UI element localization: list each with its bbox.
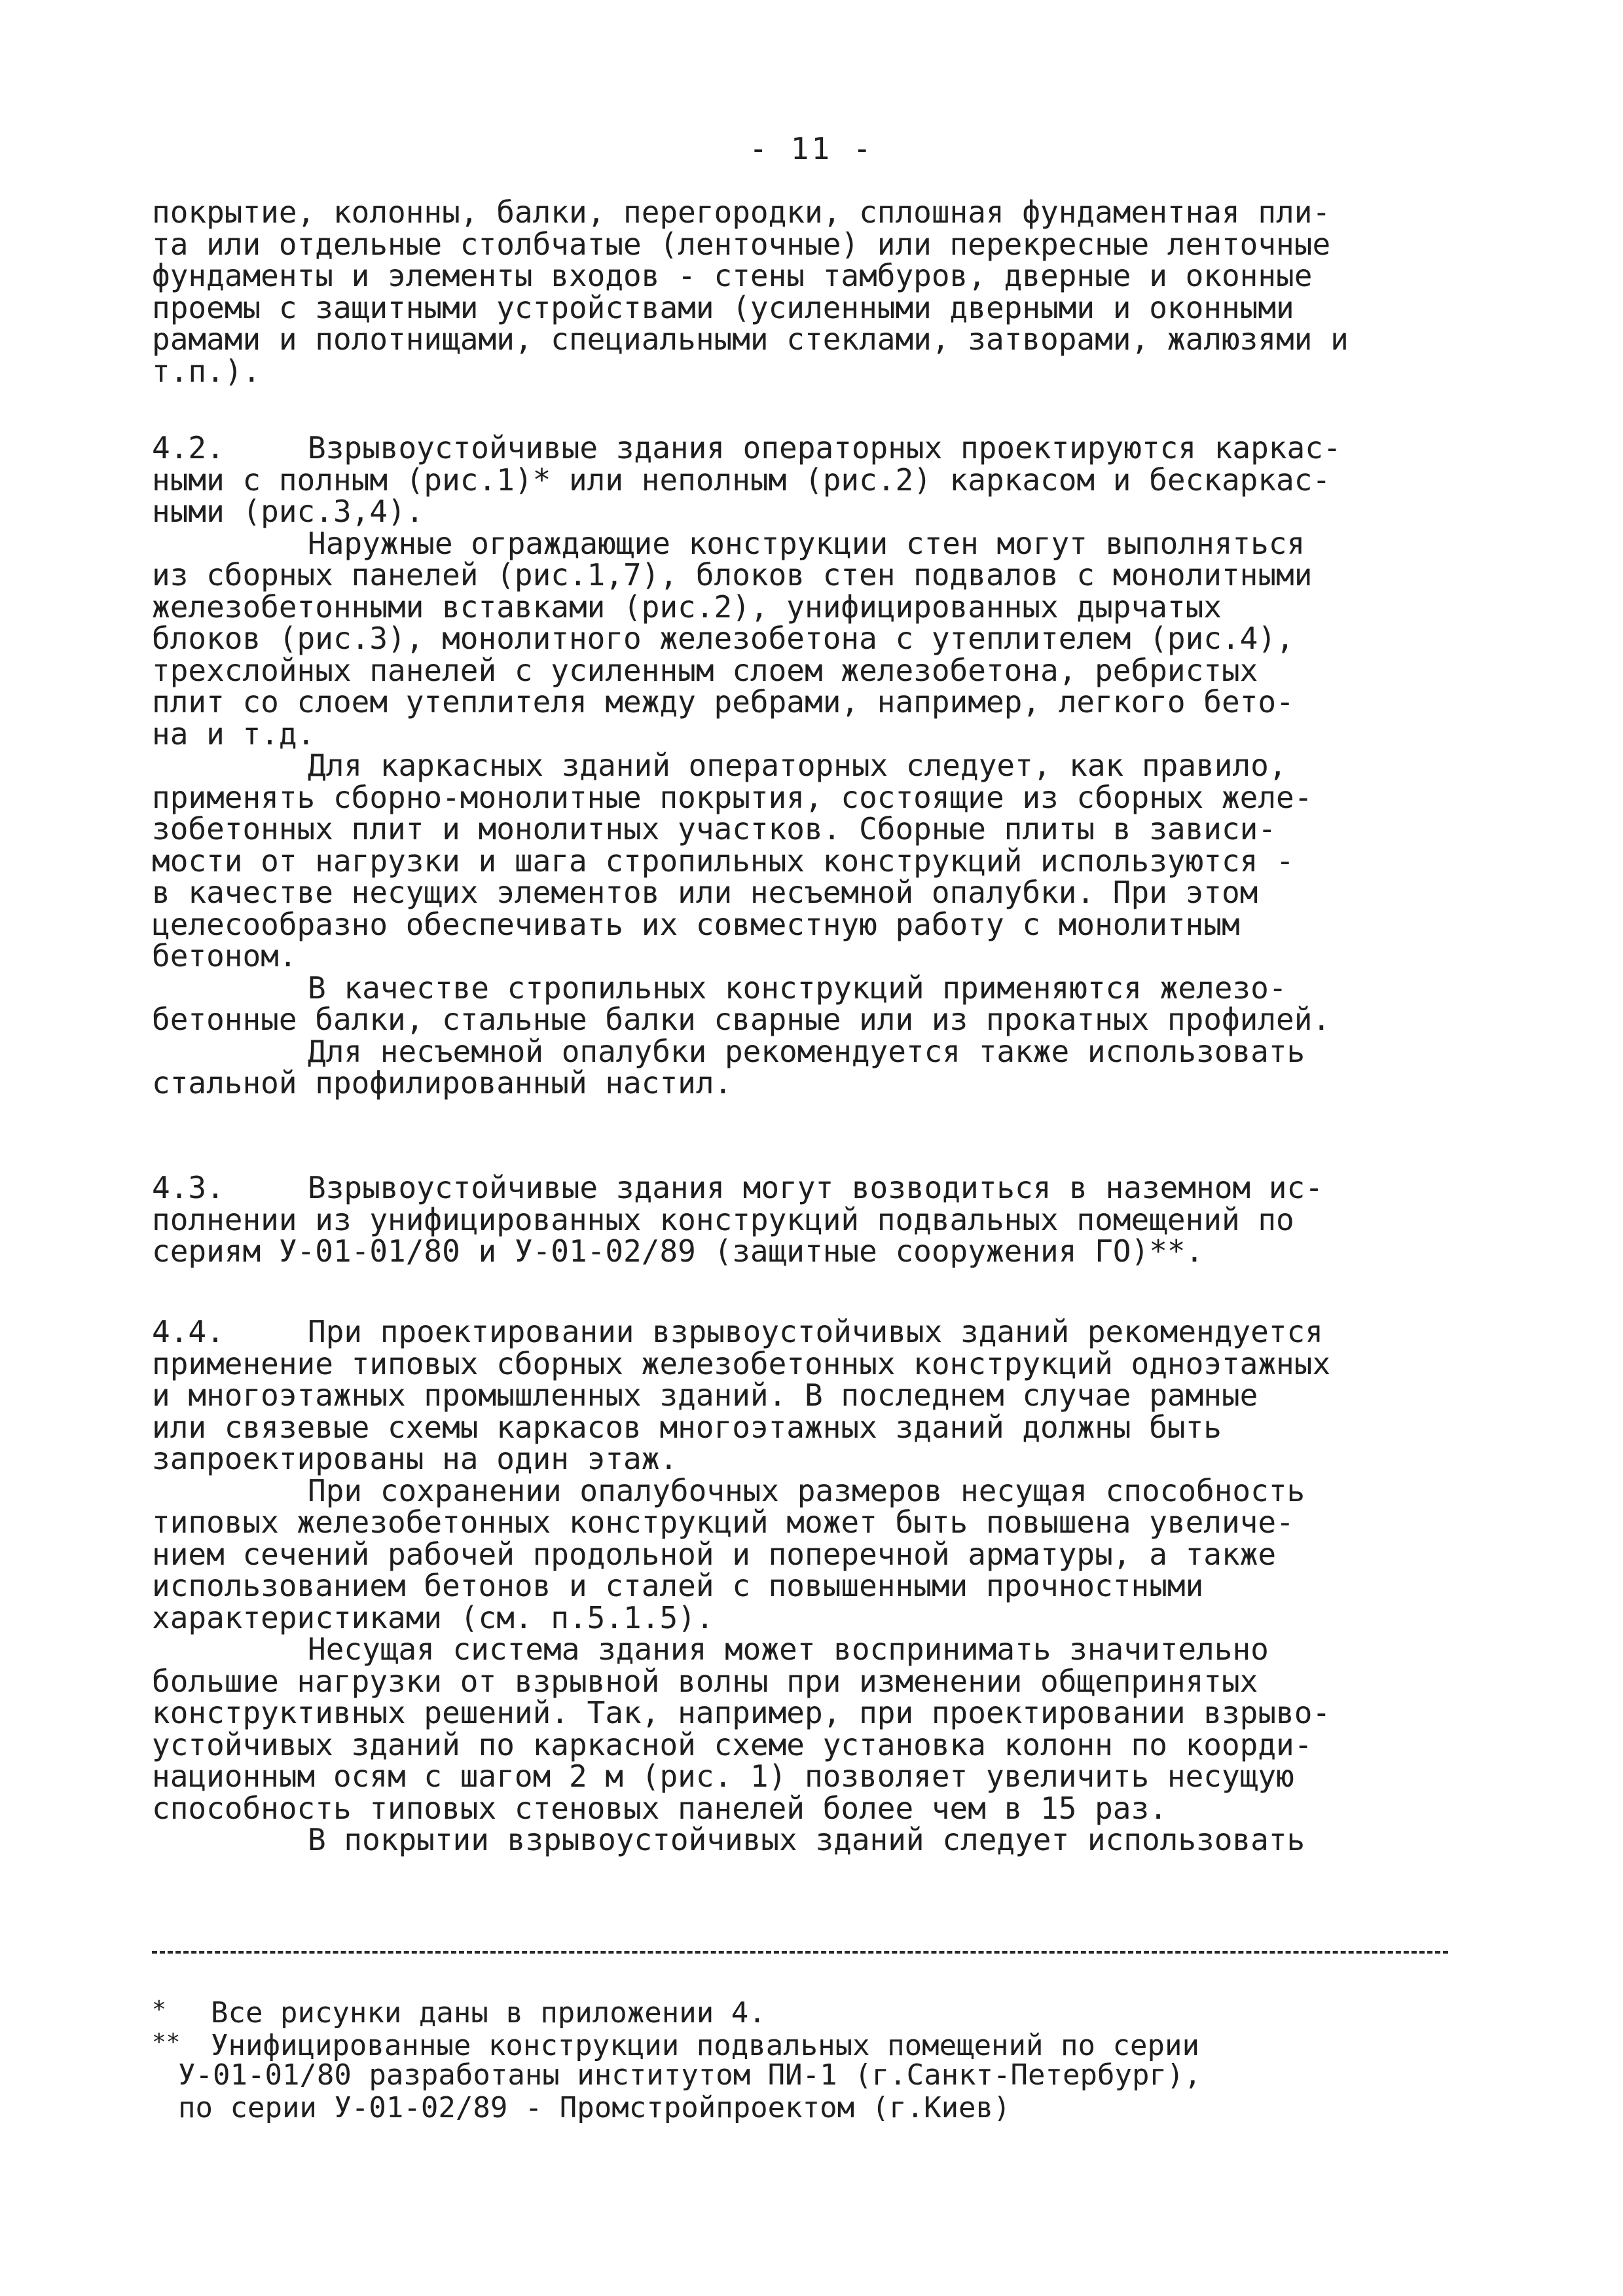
footnote-text: Все рисунки даны в приложении 4. — [211, 1996, 766, 2030]
text-line: трехслойных панелей с усиленным слоем железобетона, ребристых — [152, 652, 1258, 688]
text-line: блоков (рис.3), монолитного железобетона с утеплителем (рис.4), — [152, 621, 1294, 656]
text-line — [152, 1172, 1468, 1204]
intro-paragraph — [152, 196, 1468, 387]
text-line: При сохранении опалубочных размеров несущая способность — [308, 1472, 1305, 1508]
text-line: т.п.). — [152, 353, 261, 389]
text-line: Для каркасных зданий операторных следует, как правило, — [308, 748, 1287, 783]
text-line: типовых железобетонных конструкций может быть повышена увеличе- — [152, 1504, 1294, 1540]
section-number: 4.3. — [152, 1170, 225, 1205]
text-line: полнении из унифицированных конструкций подвальных помещений по — [152, 1201, 1294, 1237]
page-number: - 11 - — [749, 131, 874, 166]
text-line-content: При проектировании взрывоустойчивых зданий рекомендуется — [308, 1314, 1323, 1349]
text-line: В качестве стропильных конструкций применяются железо- — [308, 970, 1287, 1006]
footnote-separator — [152, 1951, 1448, 1954]
text-line: в качестве несущих элементов или несъемной опалубки. При этом — [152, 875, 1258, 910]
text-line — [152, 1316, 1468, 1348]
text-line-content: Взрывоустойчивые здания могут возводиться в наземном ис- — [308, 1170, 1323, 1205]
text-line: способность типовых стеновых панелей более чем в 15 раз. — [152, 1790, 1167, 1826]
text-line: использованием бетонов и сталей с повышенными прочностными — [152, 1568, 1204, 1603]
text-line: стальной профилированный настил. — [152, 1065, 733, 1101]
text-line: В покрытии взрывоустойчивых зданий следует использовать — [308, 1822, 1305, 1857]
text-line: характеристиками (см. п.5.1.5). — [152, 1599, 714, 1635]
section-4-4 — [152, 1316, 1468, 1856]
text-line: рамами и полотнищами, специальными стеклами, затворами, жалюзями и — [152, 321, 1349, 357]
text-line: бетонные балки, стальные балки сварные или из прокатных профилей. — [152, 1002, 1331, 1037]
footnote-mark: * — [152, 1996, 166, 2023]
section-number: 4.2. — [152, 430, 225, 465]
footnotes — [152, 1994, 1468, 2124]
section-4-2 — [152, 432, 1468, 1099]
text-line: та или отдельные столбчатые (ленточные) или перекресные ленточные — [152, 226, 1331, 262]
section-4-3 — [152, 1172, 1468, 1267]
text-line: устойчивых зданий по каркасной схеме установка колонн по коорди- — [152, 1726, 1313, 1762]
text-line: бетоном. — [152, 938, 297, 974]
text-line: Наружные ограждающие конструкции стен могут выполняться — [308, 525, 1305, 561]
footnote-line — [152, 1994, 1468, 2030]
footnote-line — [152, 2026, 1468, 2062]
text-line: сериям У-01-01/80 и У-01-02/89 (защитные сооружения ГО)**. — [152, 1233, 1204, 1269]
text-line: проемы с защитными устройствами (усиленными дверными и оконными — [152, 289, 1294, 325]
text-line: конструктивных решений. Так, например, при проектировании взрыво- — [152, 1695, 1331, 1730]
text-line: на и т.д. — [152, 716, 316, 752]
text-line: ными (рис.3,4). — [152, 494, 424, 529]
text-line: плит со слоем утеплителя между ребрами, например, легкого бето- — [152, 684, 1294, 720]
text-line: Несущая система здания может воспринимать значительно — [308, 1631, 1269, 1667]
text-line: зобетонных плит и монолитных участков. Сборные плиты в зависи- — [152, 811, 1277, 847]
section-number: 4.4. — [152, 1314, 225, 1349]
text-line: запроектированы на один этаж. — [152, 1441, 678, 1476]
text-line: и многоэтажных промышленных зданий. В последнем случае рамные — [152, 1377, 1258, 1413]
text-line — [152, 432, 1468, 464]
text-line: покрытие, колонны, балки, перегородки, сплошная фундаментная пли- — [152, 194, 1331, 230]
text-line: из сборных панелей (рис.1,7), блоков стен подвалов с монолитными — [152, 557, 1313, 592]
text-line: ными с полным (рис.1)* или неполным (рис.2) каркасом и бескаркас- — [152, 462, 1331, 498]
footnote-line: У-01-01/80 разработаны институтом ПИ-1 (г.Санкт-Петербург), — [178, 2058, 1201, 2092]
text-line: нием сечений рабочей продольной и поперечной арматуры, а также — [152, 1536, 1277, 1572]
text-line: или связевые схемы каркасов многоэтажных зданий должны быть — [152, 1409, 1222, 1445]
footnote-mark: ** — [152, 2029, 181, 2056]
text-line: применять сборно-монолитные покрытия, состоящие из сборных желе- — [152, 779, 1313, 815]
text-line: большие нагрузки от взрывной волны при изменении общепринятых — [152, 1663, 1258, 1699]
text-line: целесообразно обеспечивать их совместную работу с монолитным — [152, 906, 1240, 942]
text-line-content: Взрывоустойчивые здания операторных проектируются каркас- — [308, 430, 1341, 465]
text-line: применение типовых сборных железобетонных конструкций одноэтажных — [152, 1345, 1331, 1381]
footnote-text: Унифицированные конструкции подвальных помещений по серии — [211, 2029, 1199, 2062]
text-line: железобетонными вставками (рис.2), унифицированных дырчатых — [152, 589, 1222, 625]
text-line: мости от нагрузки и шага стропильных конструкций используются - — [152, 843, 1294, 879]
footnote-line: по серии У-01-02/89 - Промстройпроектом (г.Киев) — [178, 2091, 1011, 2124]
text-line: Для несъемной опалубки рекомендуется также использовать — [308, 1033, 1305, 1069]
text-line: фундаменты и элементы входов - стены тамбуров, дверные и оконные — [152, 258, 1313, 293]
text-line: национным осям с шагом 2 м (рис. 1) позволяет увеличить несущую — [152, 1758, 1294, 1794]
